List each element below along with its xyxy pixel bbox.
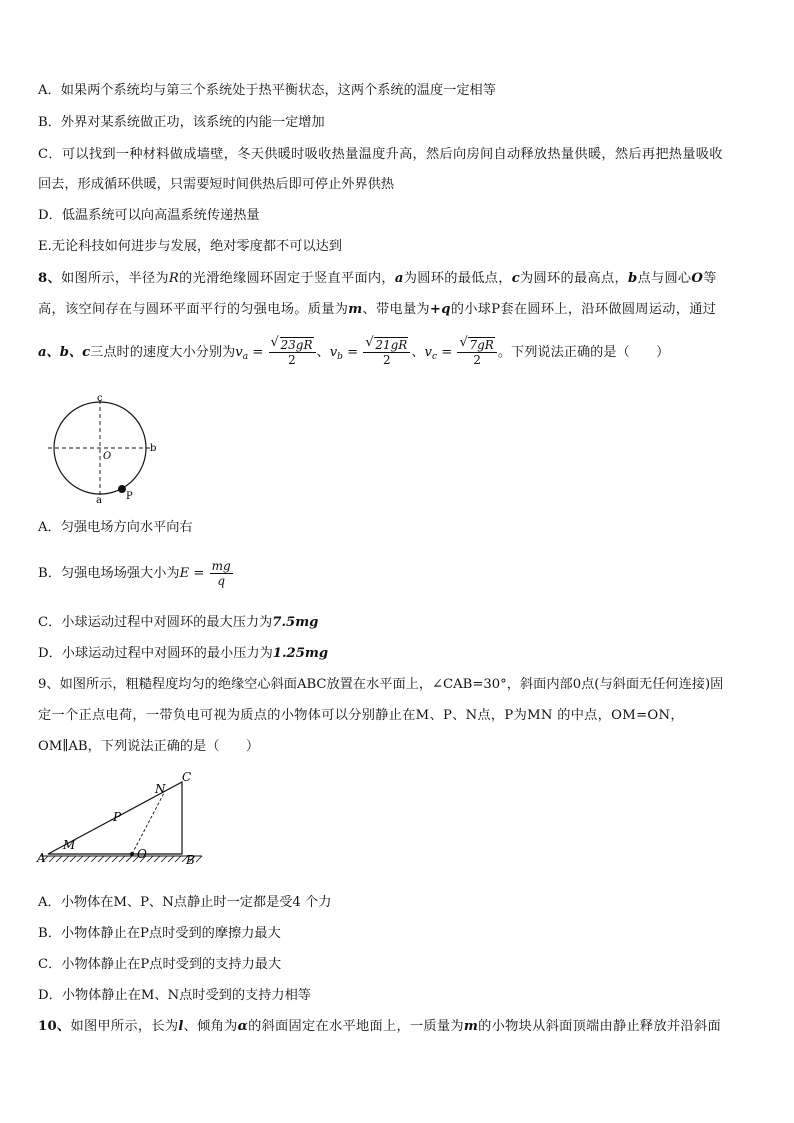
ON-dashed-line bbox=[132, 793, 164, 854]
q10-var-m: m bbox=[463, 1019, 479, 1034]
q9-stem-line1: 9、如图所示，粗糙程度均匀的绝缘空心斜面ABC放置在水平面上，∠CAB=30°，斜面内部0点(与斜面无任何连接)固 bbox=[38, 677, 724, 692]
q10-number: 10、 bbox=[38, 1019, 71, 1034]
q9-stem-line3: OM∥AB，下列说法正确的是（ ） bbox=[38, 739, 260, 754]
q8-vb-denominator: 2 bbox=[383, 353, 391, 367]
q9-option-b: B．小物体静止在P点时受到的摩擦力最大 bbox=[38, 926, 281, 941]
q8-vc-symbol: v bbox=[424, 345, 432, 360]
q9-incline-figure bbox=[36, 768, 206, 876]
q8-option-d bbox=[38, 645, 328, 663]
q8-vc-fraction: √ 7gR 2 bbox=[457, 338, 496, 367]
q9-option-d: D．小物体静止在M、N点时受到的支持力相等 bbox=[38, 988, 311, 1003]
label-b: b bbox=[150, 443, 157, 454]
q8-circle-figure bbox=[44, 392, 174, 504]
ball-P bbox=[118, 485, 126, 493]
q8-text: 。下列说法正确的是（ ） bbox=[497, 345, 670, 360]
q8-stem-line1 bbox=[38, 270, 717, 288]
q8-va-symbol: v bbox=[235, 345, 243, 360]
q8-var-O: O bbox=[691, 271, 704, 286]
q7-option-c-line2: 回去，形成循环供暖，只需要短时间供热后即可停止外界供热 bbox=[38, 177, 395, 192]
q8-text: 为圆环的最高点， bbox=[520, 271, 628, 286]
q8-text: 为圆环的最低点， bbox=[403, 271, 512, 286]
q8-var-a: a bbox=[394, 271, 404, 286]
q8-stem-line2 bbox=[38, 301, 716, 319]
q8-var-m: m bbox=[348, 302, 363, 317]
q8-option-c-text: C．小球运动过程中对圆环的最大压力为 bbox=[38, 615, 273, 630]
q8-option-b-denominator: q bbox=[217, 574, 226, 588]
q8-text: 、带电量为 bbox=[362, 302, 430, 317]
q8-option-b-numerator: mg bbox=[211, 559, 231, 573]
q8-vc-denominator: 2 bbox=[473, 353, 481, 367]
label-A: A bbox=[37, 851, 46, 865]
q8-option-b-fraction bbox=[210, 559, 233, 588]
q8-separator: 、 bbox=[411, 345, 425, 360]
q10-var-alpha: α bbox=[237, 1019, 249, 1034]
q9-option-c: C．小物体静止在P点时受到的支持力最大 bbox=[38, 957, 282, 972]
label-C: C bbox=[182, 770, 192, 784]
ground-hatching bbox=[42, 856, 202, 862]
q8-text: 的小球P套在圆环上，沿环做圆周运动，通过 bbox=[450, 302, 717, 317]
q8-number: 8、 bbox=[38, 271, 61, 286]
q8-option-a: A．匀强电场方向水平向右 bbox=[38, 520, 193, 535]
q8-vb-subscript: b bbox=[337, 352, 343, 362]
label-a: a bbox=[96, 495, 102, 504]
q10-text: 的斜面固定在水平地面上，一质量为 bbox=[248, 1019, 464, 1034]
q8-vb-fraction: √ 21gR 2 bbox=[363, 338, 410, 367]
q8-option-b-E: E bbox=[179, 566, 190, 581]
q8-text: 等 bbox=[703, 271, 717, 286]
point-O bbox=[130, 852, 134, 856]
label-c: c bbox=[97, 393, 103, 404]
q8-equals: = bbox=[437, 345, 457, 360]
q7-option-b: B．外界对某系统做正功，该系统的内能一定增加 bbox=[38, 115, 325, 130]
q8-equals: = bbox=[248, 345, 268, 360]
q10-stem-line1 bbox=[38, 1018, 721, 1036]
q10-text: 、倾角为 bbox=[183, 1019, 238, 1034]
q8-equals: = bbox=[342, 345, 363, 360]
q7-option-d: D．低温系统可以向高温系统传递热量 bbox=[38, 208, 260, 223]
q8-option-d-text: D．小球运动过程中对圆环的最小压力为 bbox=[38, 646, 273, 661]
q7-option-c-line1: C．可以找到一种材料做成墙壁，冬天供暖时吸收热量温度升高，然后向房间自动释放热量供暖，然后再把热量吸收 bbox=[38, 147, 723, 162]
q8-option-b-text: B．匀强电场场强大小为 bbox=[38, 566, 180, 581]
q8-va-fraction: √ 23gR 2 bbox=[269, 338, 316, 367]
q8-vc-radicand: 7gR bbox=[469, 338, 494, 352]
q8-text: 的光滑绝缘圆环固定于竖直平面内， bbox=[179, 271, 395, 286]
label-O: O bbox=[103, 451, 112, 462]
q8-option-c bbox=[38, 614, 318, 632]
label-B: B bbox=[186, 853, 195, 867]
q8-text: 三点时的速度大小分别为 bbox=[90, 345, 236, 360]
label-P: P bbox=[113, 810, 122, 824]
label-N: N bbox=[155, 782, 166, 796]
q8-option-b: B．匀强电场场强大小为E = $\frac{mg}{q}$ bbox=[38, 559, 231, 588]
q8-text: 高，该空间存在与圆环平面平行的匀强电场。质量为 bbox=[38, 302, 349, 317]
label-O: O bbox=[137, 847, 147, 861]
q8-text: 点与圆心 bbox=[637, 271, 692, 286]
label-M: M bbox=[63, 838, 76, 852]
q8-var-R: R bbox=[168, 271, 180, 286]
q10-var-l: l bbox=[178, 1019, 184, 1034]
label-P: P bbox=[126, 491, 133, 502]
q8-separator: 、 bbox=[316, 345, 330, 360]
q9-stem-line2: 定一个正点电荷，一带负电可视为质点的小物体可以分别静止在M、P、N点，P为MN 的中点，OM=ON， bbox=[38, 708, 684, 723]
q8-text: 如图所示，半径为 bbox=[60, 271, 169, 286]
q8-var-c: c bbox=[511, 271, 521, 286]
q8-points-abc: a、b、c bbox=[38, 345, 91, 360]
q10-text: 如图甲所示，长为 bbox=[70, 1019, 179, 1034]
q8-stem-line3 bbox=[38, 336, 669, 374]
q8-var-b: b bbox=[627, 271, 638, 286]
q8-va-radicand: 23gR bbox=[280, 338, 313, 352]
q8-var-q: +q bbox=[429, 302, 451, 317]
q8-vb-symbol: v bbox=[329, 345, 338, 360]
q8-option-c-value: 7.5mg bbox=[272, 615, 319, 630]
q7-option-e: E.无论科技如何进步与发展，绝对零度都不可以达到 bbox=[38, 239, 342, 254]
q8-vc-subscript: c bbox=[431, 352, 438, 362]
q8-vb-radicand: 21gR bbox=[375, 338, 408, 352]
q7-option-a: A．如果两个系统均与第三个系统处于热平衡状态，这两个系统的温度一定相等 bbox=[38, 83, 496, 98]
q10-text: 的小物块从斜面顶端由静止释放并沿斜面 bbox=[478, 1019, 721, 1034]
q8-option-d-value: 1.25mg bbox=[272, 646, 329, 661]
q8-va-denominator: 2 bbox=[288, 353, 296, 367]
q9-option-a: A．小物体在M、P、N点静止时一定都是受4 个力 bbox=[38, 895, 332, 910]
q8-va-subscript: a bbox=[242, 352, 249, 362]
